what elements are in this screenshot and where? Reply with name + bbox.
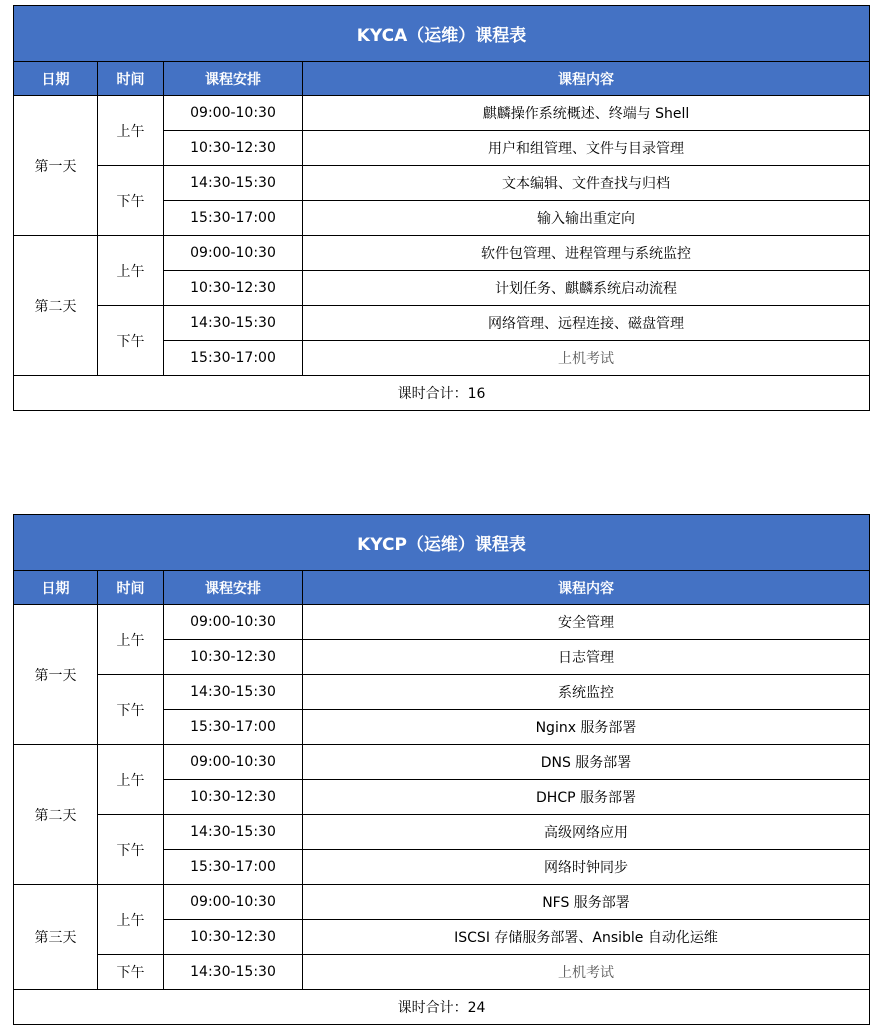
time-slot: 10:30-12:30 <box>164 780 303 815</box>
header-time: 时间 <box>98 62 164 96</box>
course-content: 软件包管理、进程管理与系统监控 <box>303 236 870 271</box>
time-slot: 14:30-15:30 <box>164 815 303 850</box>
kycp-schedule-table <box>13 514 870 1025</box>
table-row <box>14 306 870 341</box>
table-row <box>14 166 870 201</box>
time-slot: 14:30-15:30 <box>164 675 303 710</box>
course-content: 麒麟操作系统概述、终端与 Shell <box>303 96 870 131</box>
table-row <box>14 605 870 640</box>
course-content: Nginx 服务部署 <box>303 710 870 745</box>
header-content: 课程内容 <box>303 571 870 605</box>
time-slot: 09:00-10:30 <box>164 745 303 780</box>
day-label: 第二天 <box>14 745 98 885</box>
time-slot: 10:30-12:30 <box>164 640 303 675</box>
table-row <box>14 236 870 271</box>
time-slot: 10:30-12:30 <box>164 920 303 955</box>
period-label: 下午 <box>98 166 164 236</box>
table-row <box>14 815 870 850</box>
period-label: 上午 <box>98 236 164 306</box>
period-label: 上午 <box>98 605 164 675</box>
time-slot: 14:30-15:30 <box>164 166 303 201</box>
table-row <box>14 745 870 780</box>
time-slot: 09:00-10:30 <box>164 236 303 271</box>
course-content: NFS 服务部署 <box>303 885 870 920</box>
time-slot: 14:30-15:30 <box>164 306 303 341</box>
total-hours: 课时合计：24 <box>14 990 870 1025</box>
course-content: 系统监控 <box>303 675 870 710</box>
course-content: 输入输出重定向 <box>303 201 870 236</box>
course-content: 网络时钟同步 <box>303 850 870 885</box>
time-slot: 09:00-10:30 <box>164 96 303 131</box>
header-date: 日期 <box>14 62 98 96</box>
time-slot: 10:30-12:30 <box>164 271 303 306</box>
time-slot: 10:30-12:30 <box>164 131 303 166</box>
day-label: 第三天 <box>14 885 98 990</box>
time-slot: 15:30-17:00 <box>164 710 303 745</box>
period-label: 下午 <box>98 675 164 745</box>
day-label: 第一天 <box>14 96 98 236</box>
header-slot: 课程安排 <box>164 571 303 605</box>
course-content: 文本编辑、文件查找与归档 <box>303 166 870 201</box>
course-content: 用户和组管理、文件与目录管理 <box>303 131 870 166</box>
time-slot: 09:00-10:30 <box>164 885 303 920</box>
header-time: 时间 <box>98 571 164 605</box>
kyca-schedule-table <box>13 5 870 411</box>
time-slot: 14:30-15:30 <box>164 955 303 990</box>
course-content: DNS 服务部署 <box>303 745 870 780</box>
table-row <box>14 955 870 990</box>
course-content: ISCSI 存储服务部署、Ansible 自动化运维 <box>303 920 870 955</box>
course-content: 网络管理、远程连接、磁盘管理 <box>303 306 870 341</box>
course-content: 日志管理 <box>303 640 870 675</box>
period-label: 上午 <box>98 745 164 815</box>
time-slot: 09:00-10:30 <box>164 605 303 640</box>
table-row <box>14 96 870 131</box>
period-label: 上午 <box>98 96 164 166</box>
time-slot: 15:30-17:00 <box>164 201 303 236</box>
table-row <box>14 885 870 920</box>
course-content: 计划任务、麒麟系统启动流程 <box>303 271 870 306</box>
day-label: 第一天 <box>14 605 98 745</box>
period-label: 下午 <box>98 955 164 990</box>
course-content-exam: 上机考试 <box>303 955 870 990</box>
header-content: 课程内容 <box>303 62 870 96</box>
total-hours: 课时合计：16 <box>14 376 870 411</box>
period-label: 上午 <box>98 885 164 955</box>
time-slot: 15:30-17:00 <box>164 850 303 885</box>
header-slot: 课程安排 <box>164 62 303 96</box>
period-label: 下午 <box>98 815 164 885</box>
period-label: 下午 <box>98 306 164 376</box>
table-title: KYCA（运维）课程表 <box>14 6 870 62</box>
course-content: DHCP 服务部署 <box>303 780 870 815</box>
header-date: 日期 <box>14 571 98 605</box>
course-content: 高级网络应用 <box>303 815 870 850</box>
time-slot: 15:30-17:00 <box>164 341 303 376</box>
course-content-exam: 上机考试 <box>303 341 870 376</box>
course-content: 安全管理 <box>303 605 870 640</box>
day-label: 第二天 <box>14 236 98 376</box>
table-title: KYCP（运维）课程表 <box>14 515 870 571</box>
table-row <box>14 675 870 710</box>
